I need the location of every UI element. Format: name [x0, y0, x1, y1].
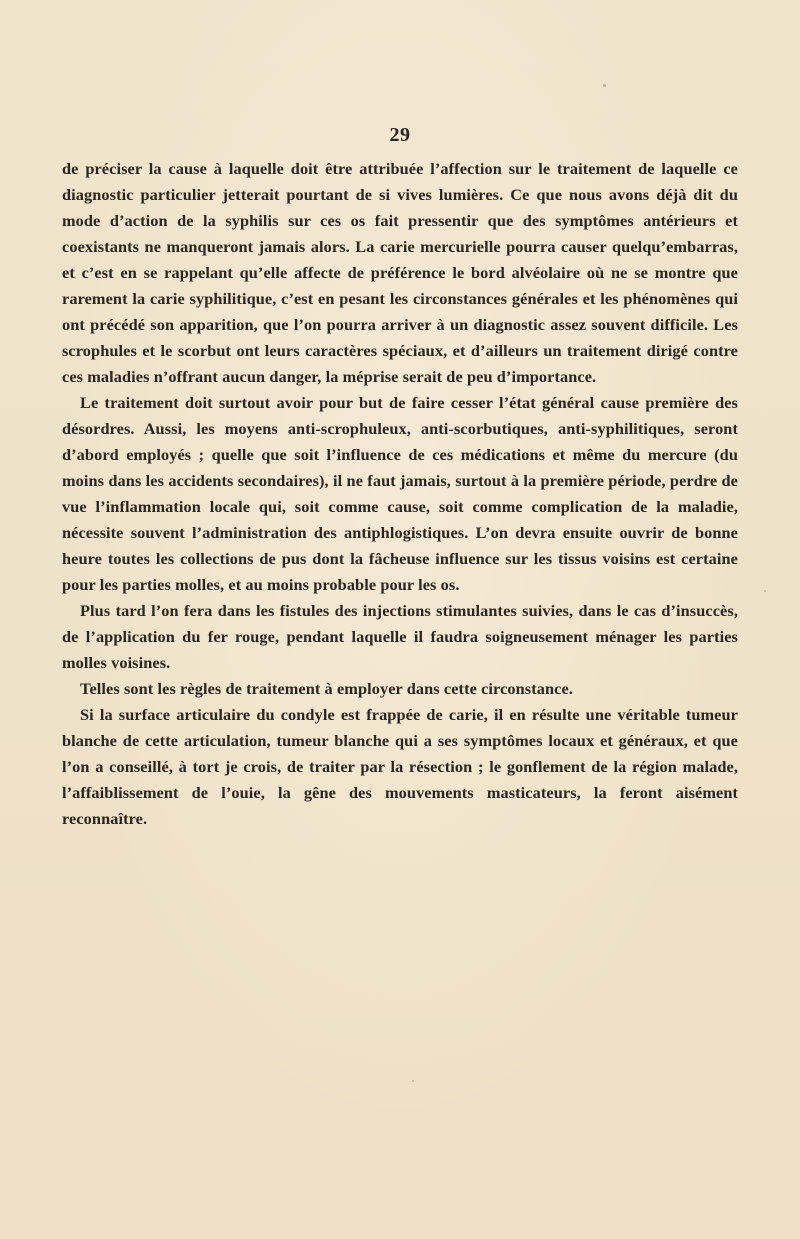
- page-number: 29: [389, 124, 411, 146]
- paragraph-3: Plus tard l’on fera dans les fistules des injections stimulantes suivies, dans le cas d’insuccès, de l’application du fer rouge, pendant laquelle il faudra soigneusement ménager les parties molles voisines.: [62, 601, 738, 672]
- paragraph-1: de préciser la cause à laquelle doit être attribuée l’affection sur le traitement de laquelle ce diagnostic particulier jetterait pourtant de si vives lumières. Ce que nous avons déjà dit du mode d’action de la syphilis sur ces os fait pressentir que des symptômes antérieurs et coexistants ne manqueront jamais alors. La carie mercurielle pourra causer quelqu’embarras, et c’est en se rappelant qu’elle affecte de préférence le bord alvéolaire où ne se montre que rarement la carie syphilitique, c’est en pesant les circonstances générales et les phénomènes qui ont précédé son apparition, que l’on pourra arriver à un diagnostic assez souvent difficile. Les scrophules et le scorbut ont leurs caractères spéciaux, et d’ailleurs un traitement dirigé contre ces maladies n’offrant aucun danger, la méprise serait de peu d’importance.: [62, 159, 738, 386]
- paragraph-5: Si la surface articulaire du condyle est frappée de carie, il en résulte une véritable tumeur blanche de cette articulation, tumeur blanche qui a ses symptômes locaux et généraux, et que l’on a conseillé, à tort je crois, de traiter par la résection ; le gonflement de la région malade, l’affaiblissement de l’ouie, la gêne des mouvements masticateurs, la feront aisément reconnaître.: [62, 705, 738, 828]
- paper-speck: [603, 84, 606, 87]
- paragraph-2: Le traitement doit surtout avoir pour but de faire cesser l’état général cause première des désordres. Aussi, les moyens anti-scrophuleux, anti-scorbutiques, anti-syphilitiques, seront d’abord employés ; quelle que soit l’influence de ces médications et même du mercure (du moins dans les accidents secondaires), il ne faut jamais, surtout à la première période, perdre de vue l’inflammation locale qui, soit comme cause, soit comme complication de la maladie, nécessite souvent l’administration des antiphlogistiques. L’on devra ensuite ouvrir de bonne heure toutes les collections de pus dont la fâcheuse influence sur les tissus voisins est certaine pour les parties molles, et au moins probable pour les os.: [62, 393, 738, 594]
- paper-speck: [412, 1080, 414, 1082]
- paper-speck: [764, 590, 766, 592]
- paragraph-4: Telles sont les règles de traitement à employer dans cette circonstance.: [80, 679, 573, 698]
- body-text: [62, 156, 738, 832]
